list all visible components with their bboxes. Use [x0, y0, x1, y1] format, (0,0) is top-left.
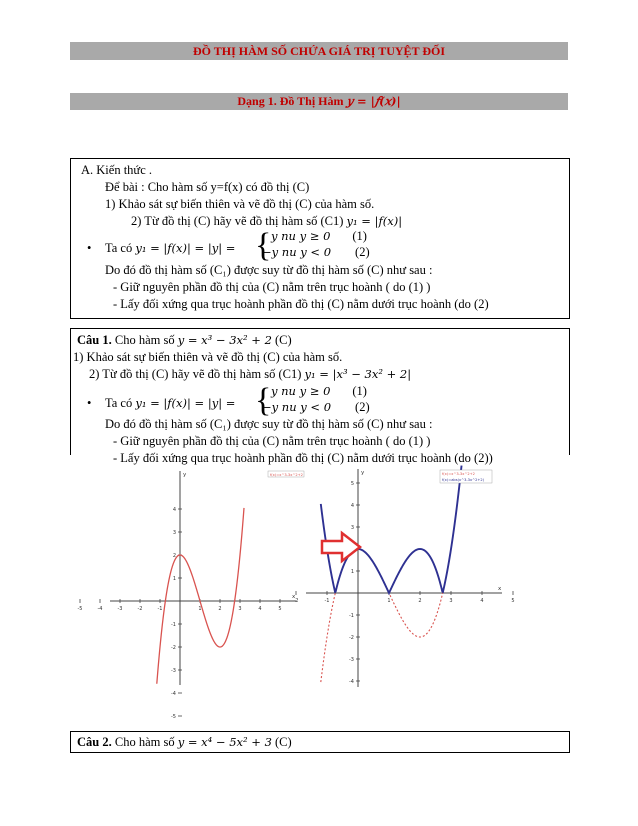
step-2-text: 2) Từ đồ thị (C) hãy vẽ đồ thị hàm số (C1) [131, 214, 347, 228]
step-1: 1) Khảo sát sự biến thiên và vẽ đồ thị (C) của hàm số. [105, 197, 375, 211]
y-tick-label: -3 [349, 657, 354, 663]
y-tick-label: 3 [172, 530, 176, 536]
derivation: Do đó đồ thị hàm số (C₁) được suy từ đồ thị hàm số (C) như sau : [105, 263, 433, 277]
y-axis-label: y [183, 472, 187, 478]
step-2-formula: 𝑦₁ = |𝑓(𝑥)| [346, 214, 403, 228]
case-2-tag: (2) [355, 245, 370, 259]
curve-original [157, 508, 244, 684]
q1-step-1: 1) Khảo sát sự biến thiên và vẽ đồ thị (C) của hàm số. [73, 350, 343, 364]
x-tick-label: 2 [218, 606, 222, 612]
case-2 [262, 245, 370, 260]
x-tick-label: -3 [117, 606, 123, 612]
y-tick-label: 2 [172, 553, 176, 559]
x-tick-label: -2 [137, 606, 143, 612]
question-2-label: Câu 2. [77, 735, 112, 749]
q1-taco-formula: 𝑦₁ = |𝑓(𝑥)| = |𝑦| = [135, 396, 236, 410]
question-1-tail: (C) [271, 333, 292, 347]
x-axis-label: x [292, 594, 296, 600]
y-tick-label: 3 [350, 525, 354, 531]
q1-step-2 [89, 367, 411, 382]
y-tick-label: -2 [171, 645, 176, 651]
q1-piecewise-intro [105, 396, 235, 411]
y-tick-label: -5 [171, 714, 176, 720]
case-2-formula: −𝑦 𝑛𝑢 𝑦 < 0 [262, 245, 332, 259]
brace-icon: { [255, 382, 272, 419]
x-tick-label: 1 [198, 606, 202, 612]
graph-absolute [294, 466, 515, 687]
y-tick-label: -1 [349, 613, 354, 619]
q1-step-2-text: 2) Từ đồ thị (C) hãy vẽ đồ thị hàm số (C1) [89, 367, 305, 381]
q1-case-2-tag: (2) [355, 400, 370, 414]
legend-label: f(x)=x^3-3x^2+2 [270, 473, 303, 477]
q1-rule-2: - Lấy đối xứng qua trục hoành phần đồ thị (C) nằm dưới trục hoành (do (2)) [113, 451, 493, 465]
x-tick-label: 3 [449, 598, 453, 604]
y-tick-label: 4 [350, 503, 354, 509]
problem-statement: Để bài : Cho hàm số y=f(x) có đồ thị (C) [105, 180, 310, 194]
subtitle-text: Dạng 1. Đồ Thị Hàm [237, 94, 347, 108]
y-tick-label: -2 [349, 635, 354, 641]
taco-text: Ta có [105, 241, 136, 255]
x-tick-label: 1 [387, 598, 391, 604]
x-tick-label: -4 [97, 606, 103, 612]
x-tick-label: 2 [418, 598, 422, 604]
question-2-box [70, 731, 570, 753]
x-tick-label: -1 [157, 606, 163, 612]
q1-case-2-formula: −𝑦 𝑛𝑢 𝑦 < 0 [262, 400, 332, 414]
section-subtitle [70, 93, 568, 110]
x-tick-label: 4 [480, 598, 484, 604]
question-1-stem [77, 333, 292, 348]
y-tick-label: -4 [349, 679, 354, 685]
question-2-text: Cho hàm số [111, 735, 178, 749]
question-2-tail: (C) [271, 735, 292, 749]
y-tick-label: 5 [350, 481, 354, 487]
question-1-box [70, 328, 570, 465]
knowledge-box [70, 158, 570, 319]
rule-2: - Lấy đối xứng qua trục hoành phần đồ thị (C) nằm dưới trục hoành (do (2) [113, 297, 489, 311]
case-1 [271, 229, 367, 244]
x-axis-label: x [498, 586, 502, 592]
question-1-formula: 𝑦 = 𝑥³ − 3𝑥² + 2 [177, 333, 272, 347]
q1-taco-text: Ta có [105, 396, 136, 410]
case-1-tag: (1) [352, 229, 367, 243]
question-2-formula: 𝑦 = 𝑥⁴ − 5𝑥² + 3 [177, 735, 272, 749]
x-tick-label: 4 [258, 606, 262, 612]
bullet: • [87, 241, 92, 255]
q1-case-1-formula: 𝑦 𝑛𝑢 𝑦 ≥ 0 [271, 384, 331, 398]
x-tick-label: -5 [77, 606, 83, 612]
x-tick-label: 5 [511, 598, 515, 604]
y-tick-label: 1 [350, 569, 354, 575]
curve-absolute [321, 466, 462, 593]
graphs-figure [77, 467, 515, 720]
x-tick-label: -1 [324, 598, 330, 604]
q1-step-2-formula: 𝑦₁ = |𝑥³ − 3𝑥² + 2| [304, 367, 412, 381]
section-heading: A. Kiến thức . [81, 163, 152, 177]
y-tick-label: 1 [172, 576, 176, 582]
taco-formula: 𝑦₁ = |𝑓(𝑥)| = |𝑦| = [135, 241, 236, 255]
graph-original [78, 471, 305, 720]
subtitle-formula: 𝑦 = |𝑓(𝑥)| [346, 94, 401, 108]
q1-case-1 [271, 384, 367, 399]
q1-case-1-tag: (1) [352, 384, 367, 398]
page-title: ĐỒ THỊ HÀM SỐ CHỨA GIÁ TRỊ TUYỆT ĐỐI [70, 42, 568, 60]
q1-rule-1: - Giữ nguyên phần đồ thị của (C) nằm trên trục hoành ( do (1) ) [113, 434, 431, 448]
case-1-formula: 𝑦 𝑛𝑢 𝑦 ≥ 0 [271, 229, 331, 243]
y-tick-label: -1 [171, 622, 176, 628]
y-axis-label: y [361, 470, 365, 476]
legend-label-1: f(x)=x^3-3x^2+2 [442, 472, 475, 476]
y-tick-label: -4 [171, 691, 176, 697]
question-1-label: Câu 1. [77, 333, 112, 347]
piecewise-intro [105, 241, 235, 256]
q1-derivation: Do đó đồ thị hàm số (C₁) được suy từ đồ thị hàm số (C) như sau : [105, 417, 433, 431]
bullet: • [87, 396, 92, 410]
q1-case-2 [262, 400, 370, 415]
y-tick-label: 4 [172, 507, 176, 513]
brace-icon: { [255, 227, 272, 264]
x-tick-label: 5 [278, 606, 282, 612]
legend-label-2: f(x)=abs(x^3-3x^2+2) [442, 478, 485, 482]
x-tick-label: -2 [293, 598, 299, 604]
y-tick-label: -3 [171, 668, 176, 674]
x-tick-label: 3 [238, 606, 242, 612]
question-1-text: Cho hàm số [111, 333, 178, 347]
rule-1: - Giữ nguyên phần đồ thị của (C) nằm trên trục hoành ( do (1) ) [113, 280, 431, 294]
question-2-stem [77, 735, 292, 750]
